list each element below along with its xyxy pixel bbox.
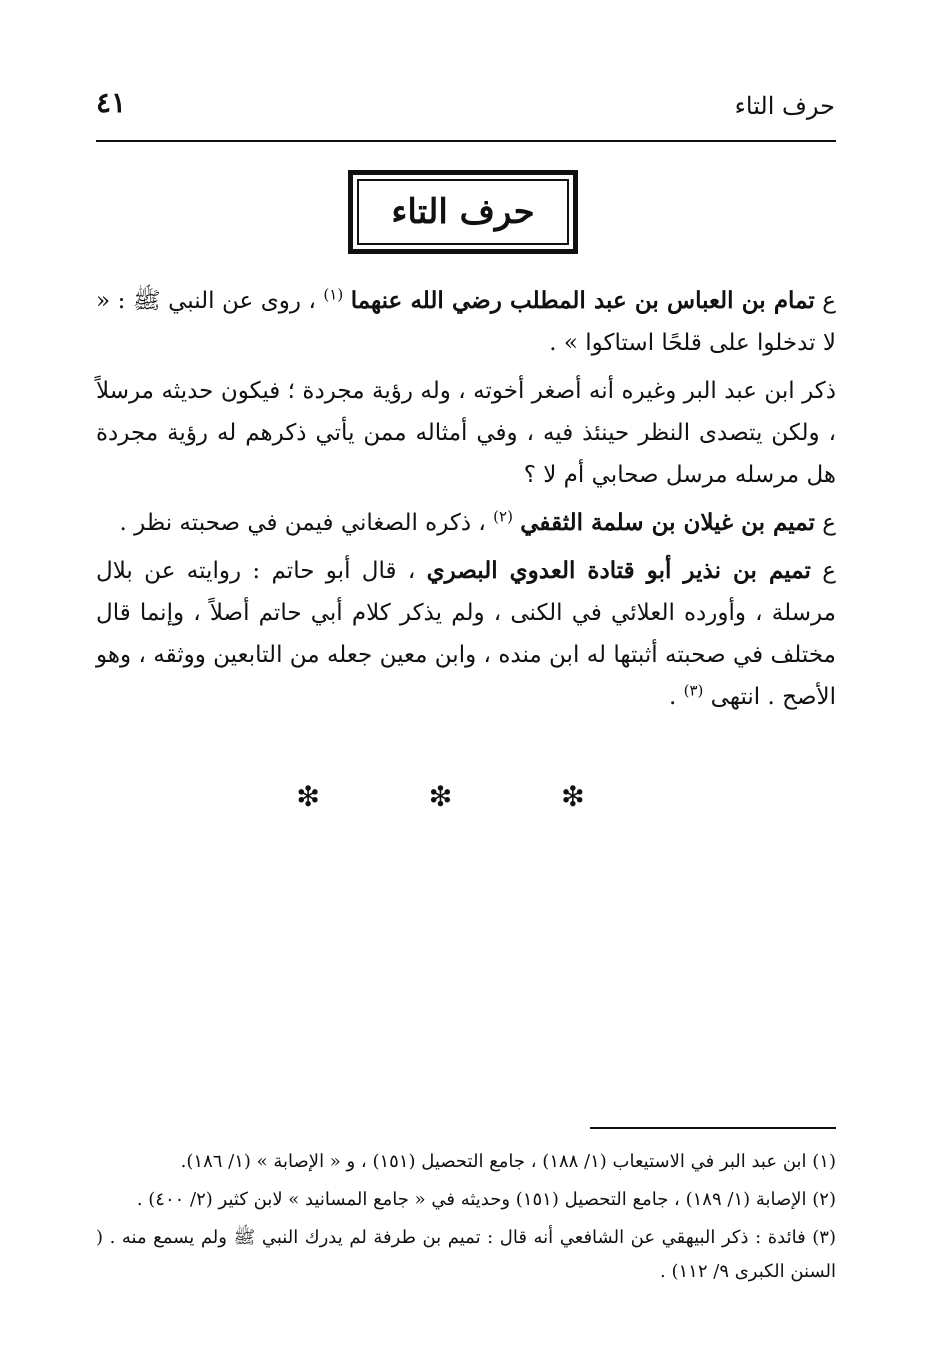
entry-tail: . — [668, 684, 677, 710]
footnote-3: (٣) فائدة : ذكر البيهقي عن الشافعي أنه قال : تميم بن طرفة لم يدرك النبي ﷺ ولم يسمع منه . ( السنن الكبرى ٩/ ١١٢) . — [96, 1227, 836, 1282]
chapter-title-frame — [348, 170, 578, 254]
entry-name: تميم بن غيلان بن سلمة الثقفي — [520, 509, 815, 536]
entry-tamam — [96, 280, 836, 364]
footnote-ref: (٣) — [683, 681, 704, 700]
section-separator: ❇ ❇ ❇ — [296, 780, 635, 813]
body-text — [96, 280, 836, 724]
entry-tamim-ghaylan — [96, 502, 836, 544]
footnote-2: (٢) الإصابة (١/ ١٨٩) ، جامع التحصيل (١٥١) وحديثه في « جامع المسانيد » لابن كثير (٢/ ٤٠٠) . — [136, 1189, 836, 1210]
entry-name: تميم بن نذير أبو قتادة العدوي البصري — [426, 557, 811, 584]
entry-text: ، قال أبو حاتم : روايته عن بلال مرسلة ، وأورده العلائي في الكنى ، ولم يذكر كلام أبي حاتم أصلاً ، وإنما قال مختلف في صحبته أثبتها له ابن منده ، وابن معين جعله من التابعين ووثقه ، وهو الأصح . انتهى — [96, 558, 836, 710]
entry-text: ذكر ابن عبد البر وغيره أنه أصغر أخوته ، وله رؤية مجردة ؛ فيكون حديثه مرسلاً ، ولكن يتصدى النظر حينئذ فيه ، وفي أمثاله ممن يأتي ذكرهم له رؤية مجردة هل مرسله مرسل صحابي أم لا ؟ — [96, 378, 836, 488]
entry-tamim-nadhir — [96, 550, 836, 718]
footnotes — [96, 1145, 836, 1293]
footnote-rule — [590, 1127, 836, 1129]
entry-text: ، ذكره الصغاني فيمن في صحبته نظر . — [119, 510, 486, 536]
entry-name: تمام بن العباس بن عبد المطلب رضي الله عنهما — [350, 287, 815, 314]
footnote-ref: (٢) — [493, 507, 513, 526]
footnote-ref: (١) — [323, 285, 344, 304]
entry-marker: ع — [822, 558, 837, 584]
entry-marker: ع — [822, 510, 836, 536]
chapter-title: حرف التاء — [357, 179, 569, 245]
page-number: ٤١ — [96, 86, 127, 119]
footnote-1: (١) ابن عبد البر في الاستيعاب (١/ ١٨٨) ، جامع التحصيل (١٥١) ، و « الإصابة » (١/ ١٨٦). — [180, 1151, 836, 1172]
running-header-chapter: حرف التاء — [734, 92, 835, 120]
header-rule — [96, 140, 836, 142]
entry-text: ، روى عن النبي ﷺ : « لا تدخلوا على قلحًا استاكوا » . — [96, 288, 836, 356]
entry-marker: ع — [822, 288, 836, 314]
entry-commentary — [96, 370, 836, 496]
